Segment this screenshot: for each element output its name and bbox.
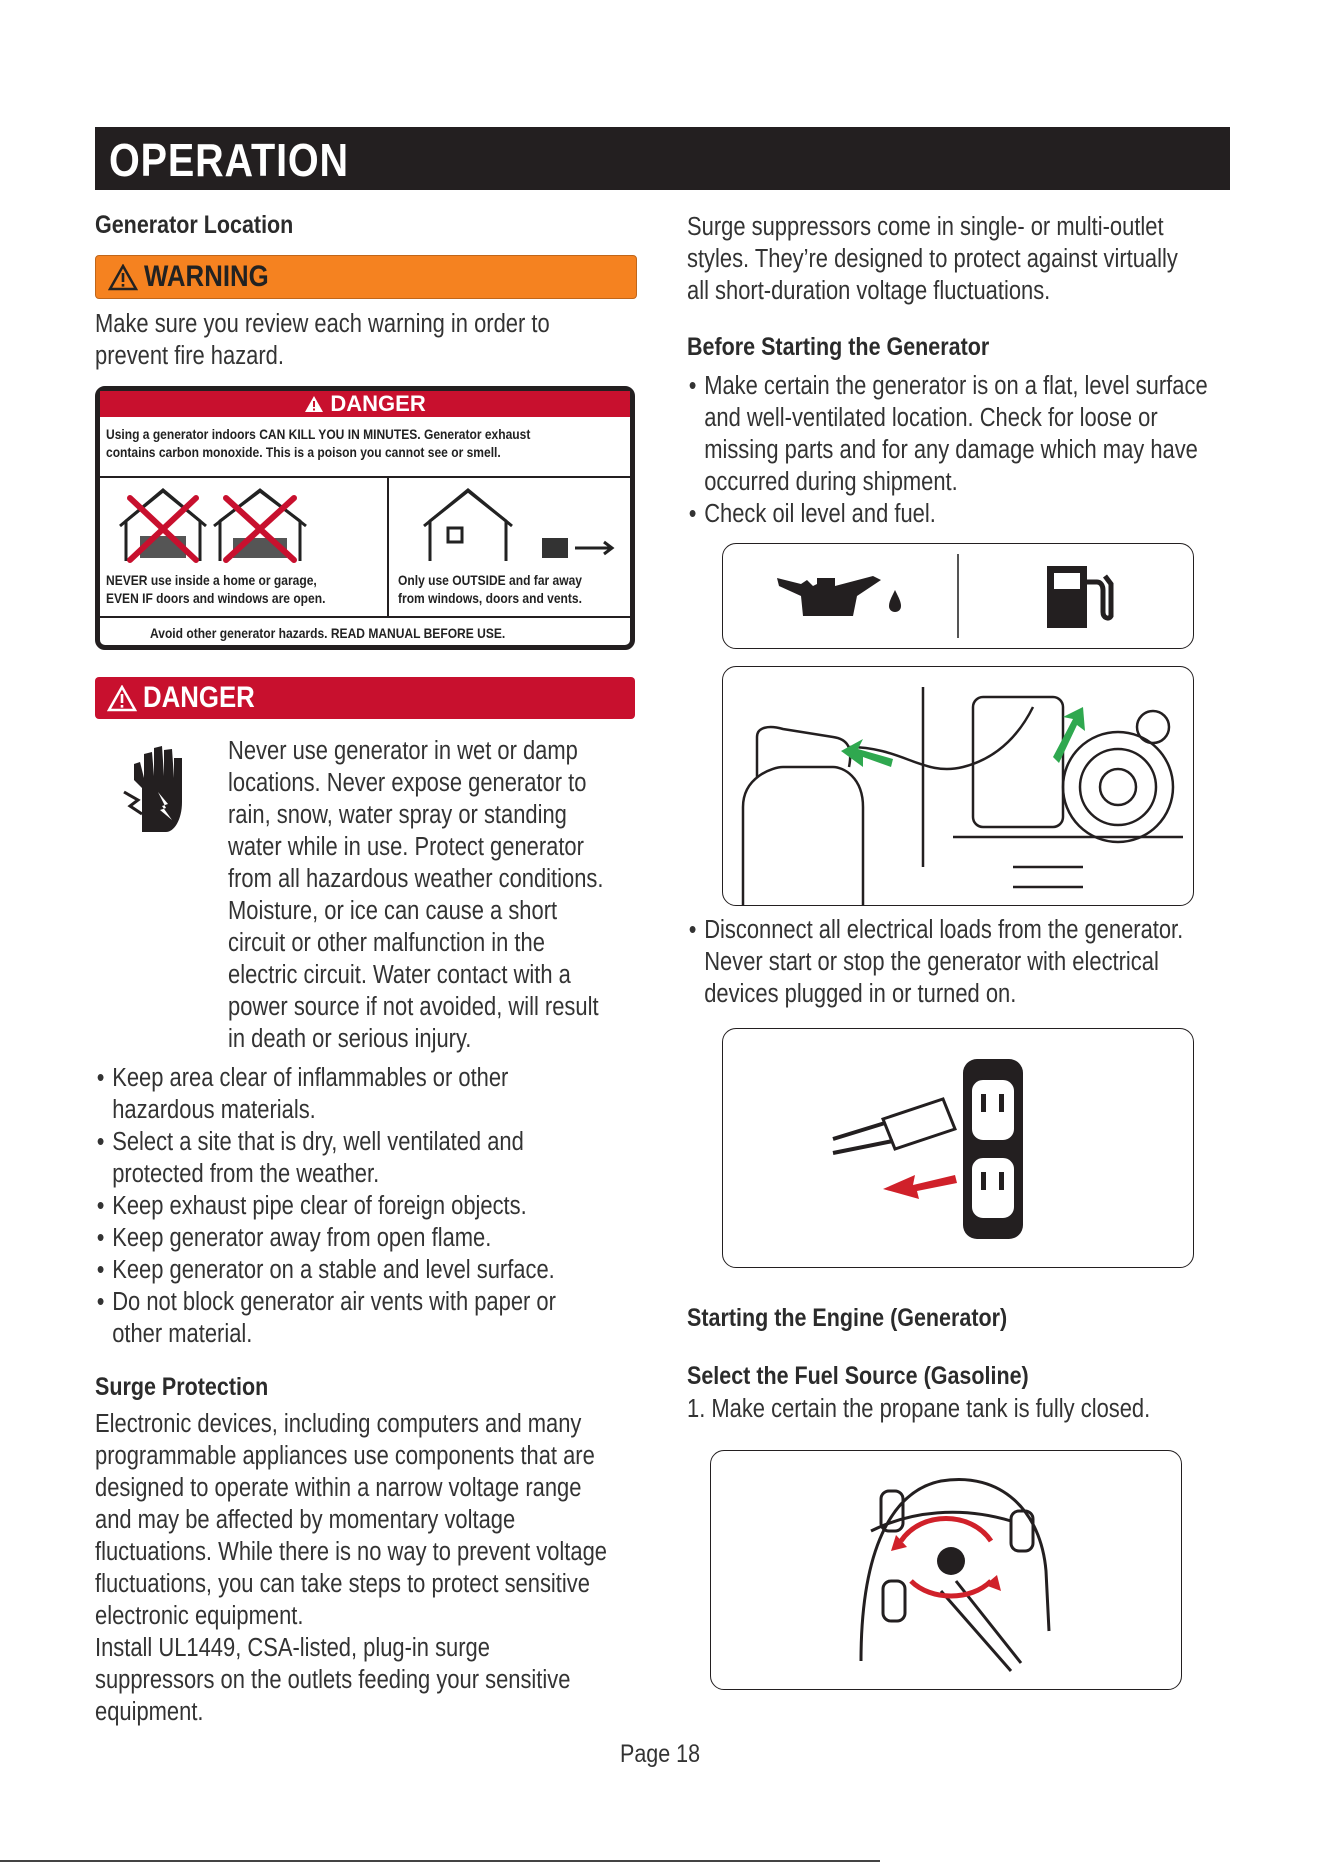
before-starting-bullets [687,370,1324,530]
bullet-line: hazardous materials. [112,1096,316,1124]
danger-sign-header [100,391,630,417]
surge-text-line: Install UL1449, CSA-listed, plug-in surge [95,1634,490,1662]
bullet-line: Make certain the generator is on a flat, level surface [704,372,1208,400]
surge-text-line: fluctuations, you can take steps to protect sensitive [95,1570,590,1598]
never-inside-line: NEVER use inside a home or garage, [106,572,317,588]
only-outside-text [398,571,582,607]
never-inside-text [106,571,325,607]
surge-continued-text [687,211,1324,307]
bullet-item [687,370,1255,498]
step-1 [687,1393,1324,1425]
surge-continued-line: Surge suppressors come in single- or multi-outlet [687,213,1164,241]
danger-text-line: Moisture, or ice can cause a short [228,897,558,925]
bullet-item [95,1254,645,1286]
divider [387,478,389,616]
surge-text-line: equipment. [95,1698,204,1726]
danger-sign-title: DANGER [330,391,426,416]
divider [100,476,630,478]
only-outside-line: from windows, doors and vents. [398,590,582,606]
bullet-line: Keep generator on a stable and level surface. [112,1256,555,1284]
bullet-line: Keep generator away from open flame. [112,1224,492,1252]
bullet-line: and well-ventilated location. Check for loose or [704,404,1158,432]
divider [957,554,959,638]
danger-text-line: in death or serious injury. [228,1025,472,1053]
bullet-item [95,1126,645,1190]
generator-location-heading: Generator Location [95,211,294,239]
outdoor-use-icon [420,486,620,566]
bullet-line: Never start or stop the generator with electrical [704,948,1159,976]
step-1-text: 1. Make certain the propane tank is fully closed. [687,1395,1151,1423]
surge-text-line: fluctuations. While there is no way to prevent voltage [95,1538,607,1566]
bullet-line: Do not block generator air vents with paper or [112,1288,556,1316]
danger-text-line: locations. Never expose generator to [228,769,587,797]
generator-propane-illustration [723,667,1193,905]
never-inside-line: EVEN IF doors and windows are open. [106,590,326,606]
bullet-line: Select a site that is dry, well ventilated and [112,1128,524,1156]
disconnect-bullet [687,914,1324,1010]
warning-text [95,308,715,372]
danger-text-line: electric circuit. Water contact with a [228,961,571,989]
bullet-line: occurred during shipment. [704,468,958,496]
danger-text-line: rain, snow, water spray or standing [228,801,567,829]
surge-text-line: Electronic devices, including computers and many [95,1410,582,1438]
warning-triangle-icon [107,685,137,712]
electric-shock-hand-icon [122,740,200,835]
select-fuel-heading: Select the Fuel Source (Gasoline) [687,1362,1029,1390]
danger-text-line: circuit or other malfunction in the [228,929,545,957]
bullet-line: Keep area clear of inflammables or other [112,1064,509,1092]
bullet-line: Check oil level and fuel. [704,500,936,528]
warning-triangle-icon [108,264,138,291]
bullet-line: Disconnect all electrical loads from the generator. [704,916,1184,944]
bullet-item [687,498,1255,530]
footer-rule [0,1860,880,1862]
danger-sign-intro-line: contains carbon monoxide. This is a poison you cannot see or smell. [106,444,501,460]
danger-label: DANGER [143,681,255,714]
fuel-pump-icon [1043,562,1123,634]
surge-text-line: and may be affected by momentary voltage [95,1506,516,1534]
warning-label: WARNING [144,260,269,293]
bullet-item [687,914,1255,1010]
oil-fuel-icons-panel [722,543,1194,649]
surge-continued-line: all short-duration voltage fluctuations. [687,277,1051,305]
surge-text-line: electronic equipment. [95,1602,304,1630]
only-outside-line: Only use OUTSIDE and far away [398,572,582,588]
warning-triangle-icon [304,395,324,413]
plug-outlet-icon [723,1029,1193,1267]
propane-valve-illustration [710,1450,1182,1690]
propane-connection-illustration [722,666,1194,906]
starting-engine-heading: Starting the Engine (Generator) [687,1304,1008,1332]
danger-text-line: from all hazardous weather conditions. [228,865,604,893]
danger-sign-intro [106,425,530,461]
surge-text-line: suppressors on the outlets feeding your sensitive [95,1666,571,1694]
surge-text-line: programmable appliances use components that are [95,1442,595,1470]
divider [100,616,630,618]
propane-valve-icon [711,1451,1181,1689]
danger-bar [95,677,635,719]
bullet-item [95,1222,645,1254]
before-starting-heading: Before Starting the Generator [687,333,990,361]
bullet-line: devices plugged in or turned on. [704,980,1017,1008]
bullet-item [95,1062,645,1126]
danger-text-line: power source if not avoided, will result [228,993,599,1021]
warning-text-line: prevent fire hazard. [95,342,284,370]
warning-bar [95,255,637,299]
warning-text-line: Make sure you review each warning in order to [95,310,550,338]
surge-protection-heading: Surge Protection [95,1373,269,1401]
unplug-illustration [722,1028,1194,1268]
surge-text [95,1408,735,1728]
section-header [95,127,1230,190]
danger-text-line: Never use generator in wet or damp [228,737,578,765]
bullet-line: protected from the weather. [112,1160,380,1188]
bullet-line: other material. [112,1320,253,1348]
location-bullets [95,1062,735,1350]
page-number: Page 18 [620,1740,701,1768]
danger-text-line: water while in use. Protect generator [228,833,584,861]
bullet-item [95,1286,645,1350]
danger-sign-footer: Avoid other generator hazards. READ MANUAL BEFORE USE. [150,625,506,641]
indoor-prohibited-icon [118,486,378,566]
danger-label-sign [95,386,635,650]
bullet-line: missing parts and for any damage which may have [704,436,1198,464]
bullet-line: Keep exhaust pipe clear of foreign objects. [112,1192,527,1220]
bullet-item [95,1190,645,1222]
section-title: OPERATION [109,134,349,186]
surge-continued-line: styles. They’re designed to protect against virtually [687,245,1178,273]
danger-sign-intro-line: Using a generator indoors CAN KILL YOU IN MINUTES. Generator exhaust [106,426,531,442]
surge-text-line: designed to operate within a narrow voltage range [95,1474,582,1502]
oil-can-icon [773,566,913,626]
danger-text [228,735,698,1055]
